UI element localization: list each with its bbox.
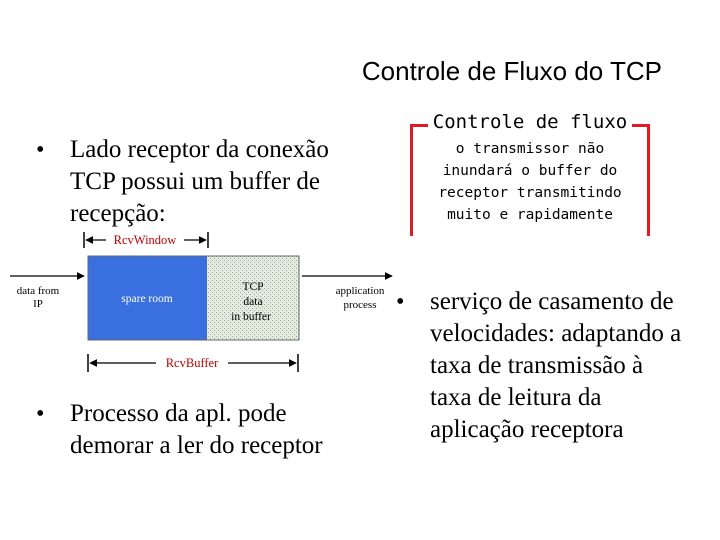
- bullet-dot: •: [36, 401, 45, 427]
- flow-control-text: o transmissor não inundará o buffer do receptor transmitindo muito e rapidamente: [438, 141, 622, 223]
- tcp-data-label-line3: in buffer: [231, 311, 271, 323]
- tcp-data-label-line2: data: [243, 296, 263, 308]
- tcp-data-label-line1: TCP: [242, 281, 264, 293]
- bullet-dot: •: [396, 289, 405, 315]
- app-process-line1: application: [335, 285, 385, 297]
- bullet-text: serviço de casamento de velocidades: adaptando a taxa de transmissão à taxa de leitura da aplicação receptora: [430, 288, 682, 443]
- data-from-ip-line1: data from: [16, 285, 60, 297]
- bullet-dot: •: [36, 137, 45, 163]
- slide-title: Controle de Fluxo do TCP: [361, 56, 662, 86]
- app-process-line2: process: [343, 299, 377, 311]
- bullet-text: Processo da apl. pode demorar a ler do receptor: [70, 400, 323, 459]
- flow-control-title: Controle de fluxo: [430, 108, 630, 136]
- rcv-buffer-label: RcvBuffer: [165, 356, 219, 370]
- rcv-window-label: RcvWindow: [113, 233, 177, 247]
- spare-room-label: spare room: [121, 293, 173, 305]
- data-from-ip-line2: IP: [33, 298, 43, 310]
- bullet-text: Lado receptor da conexão TCP possui um buffer de recepção:: [70, 136, 329, 227]
